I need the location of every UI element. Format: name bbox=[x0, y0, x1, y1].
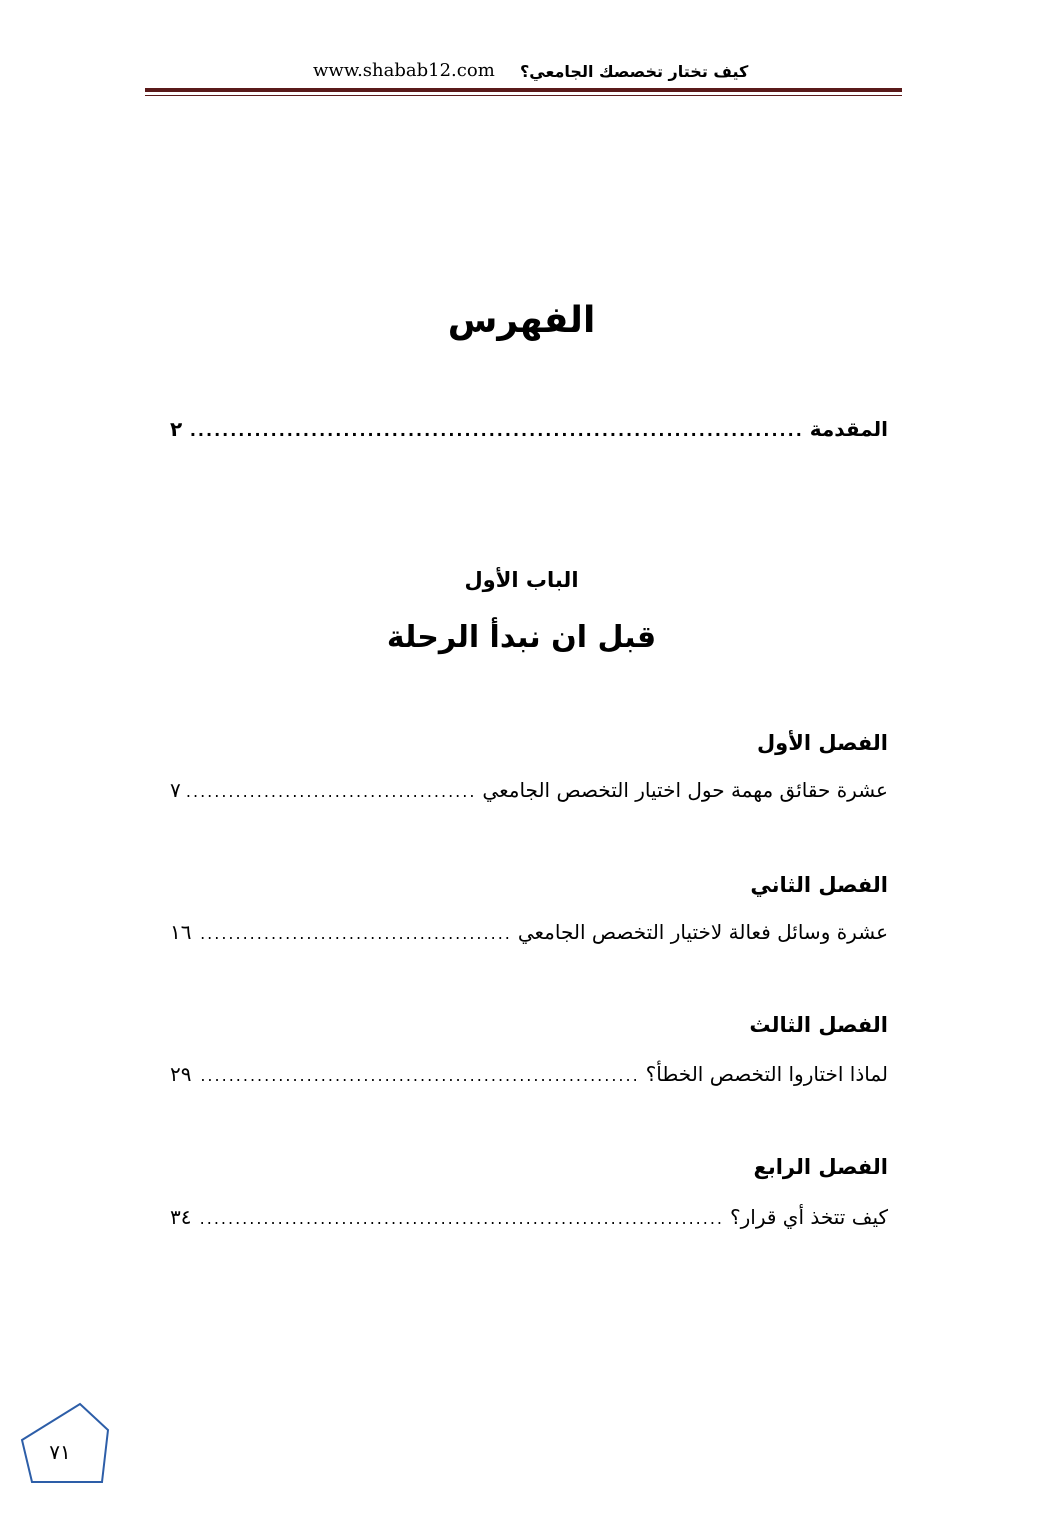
chapter-heading-1: الفصل الأول bbox=[756, 731, 888, 755]
toc-entry-intro bbox=[170, 417, 888, 441]
toc-page-number: ١٦ bbox=[170, 920, 192, 944]
header-rule-thin bbox=[145, 95, 902, 96]
toc-page-number: ٧ bbox=[170, 778, 181, 802]
chapter-heading-3: الفصل الثالث bbox=[749, 1013, 888, 1037]
chapter-heading-2: الفصل الثاني bbox=[750, 873, 888, 897]
toc-entry-text: لماذا اختاروا التخصص الخطأ؟ bbox=[645, 1062, 888, 1086]
toc-entry-chapter-3 bbox=[170, 1062, 888, 1086]
header-book-title: كيف تختار تخصصك الجامعي؟ bbox=[520, 62, 749, 81]
toc-page-number: ٢ bbox=[170, 417, 183, 441]
toc-dot-leader bbox=[197, 1066, 639, 1085]
page-title: الفهرس bbox=[447, 300, 596, 341]
toc-entry-text: كيف تتخذ أي قرار؟ bbox=[730, 1205, 888, 1229]
toc-page-number: ٣٤ bbox=[170, 1205, 192, 1229]
toc-entry-chapter-1 bbox=[170, 778, 888, 802]
toc-dot-leader bbox=[188, 421, 804, 440]
toc-entry-chapter-4 bbox=[170, 1205, 888, 1229]
toc-entry-text: عشرة حقائق مهمة حول اختيار التخصص الجامعي bbox=[482, 778, 888, 802]
toc-dot-leader bbox=[197, 1209, 724, 1228]
part-title: قبل ان نبدأ الرحلة bbox=[386, 620, 657, 655]
toc-page-number: ٢٩ bbox=[170, 1062, 192, 1086]
header-url: www.shabab12.com bbox=[313, 60, 495, 81]
chapter-heading-4: الفصل الرابع bbox=[753, 1155, 888, 1179]
toc-entry-chapter-2 bbox=[170, 920, 888, 944]
toc-dot-leader bbox=[197, 924, 511, 943]
page-number: ٧١ bbox=[49, 1440, 71, 1464]
page-header bbox=[145, 50, 902, 96]
part-label: الباب الأول bbox=[464, 568, 579, 592]
toc-entry-text: عشرة وسائل فعالة لاختيار التخصص الجامعي bbox=[517, 920, 888, 944]
toc-dot-leader bbox=[187, 782, 477, 801]
toc-entry-label: المقدمة bbox=[809, 417, 888, 441]
header-rule-thick bbox=[145, 88, 902, 92]
